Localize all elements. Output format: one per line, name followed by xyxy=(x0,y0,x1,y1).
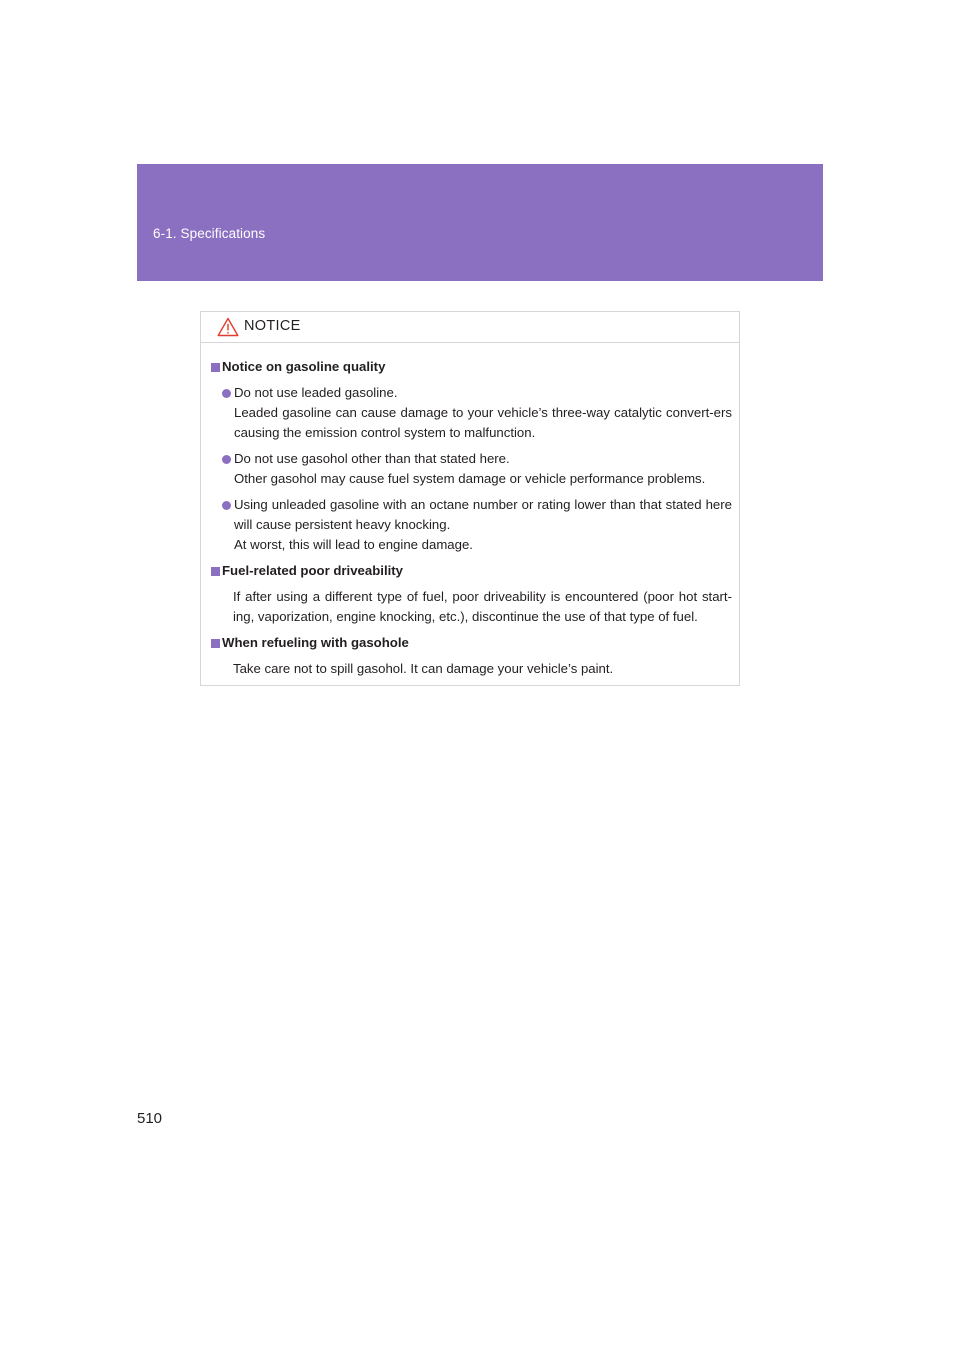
paragraph-driveability: If after using a different type of fuel, poor driveability is encountered (poor hot start-ing, vaporization, engine knocking, etc.), discontinue the use of that type of fuel. xyxy=(233,589,732,624)
notice-body xyxy=(201,343,739,679)
paragraph-refueling: Take care not to spill gasohol. It can damage your vehicle’s paint. xyxy=(233,661,614,676)
bullet-lead: Using unleaded gasoline with an octane number or rating lower than that stated here will cause persistent heavy knocking. xyxy=(234,497,732,532)
bullet-lead: Do not use gasohol other than that stated here. xyxy=(234,451,510,466)
page-number: 510 xyxy=(137,1110,163,1127)
notice-header xyxy=(201,312,739,343)
circle-bullet-icon xyxy=(222,455,231,464)
bullet-detail: Leaded gasoline can cause damage to your vehicle’s three-way catalytic convert-ers causing the emission control system to malfunction. xyxy=(234,405,732,440)
subheading-text: When refueling with gasohole xyxy=(222,635,409,650)
section-title: 6-1. Specifications xyxy=(153,226,266,241)
chapter-header-band xyxy=(137,164,823,281)
list-item xyxy=(211,383,732,443)
square-bullet-icon xyxy=(211,363,220,372)
notice-box xyxy=(200,311,740,686)
subheading-text: Notice on gasoline quality xyxy=(222,359,386,374)
bullet-detail: At worst, this will lead to engine damage. xyxy=(234,537,473,552)
circle-bullet-icon xyxy=(222,389,231,398)
subheading-poor-driveability xyxy=(211,561,732,581)
square-bullet-icon xyxy=(211,567,220,576)
square-bullet-icon xyxy=(211,639,220,648)
subheading-text: Fuel-related poor driveability xyxy=(222,563,403,578)
bullet-lead: Do not use leaded gasoline. xyxy=(234,385,398,400)
subheading-gasoline-quality xyxy=(211,357,732,377)
warning-triangle-icon xyxy=(217,317,239,337)
list-item xyxy=(211,449,732,489)
notice-label: NOTICE xyxy=(244,318,301,334)
circle-bullet-icon xyxy=(222,501,231,510)
bullet-detail: Other gasohol may cause fuel system damage or vehicle performance problems. xyxy=(234,471,706,486)
list-item xyxy=(211,495,732,555)
subheading-refueling-gasohole xyxy=(211,633,732,653)
